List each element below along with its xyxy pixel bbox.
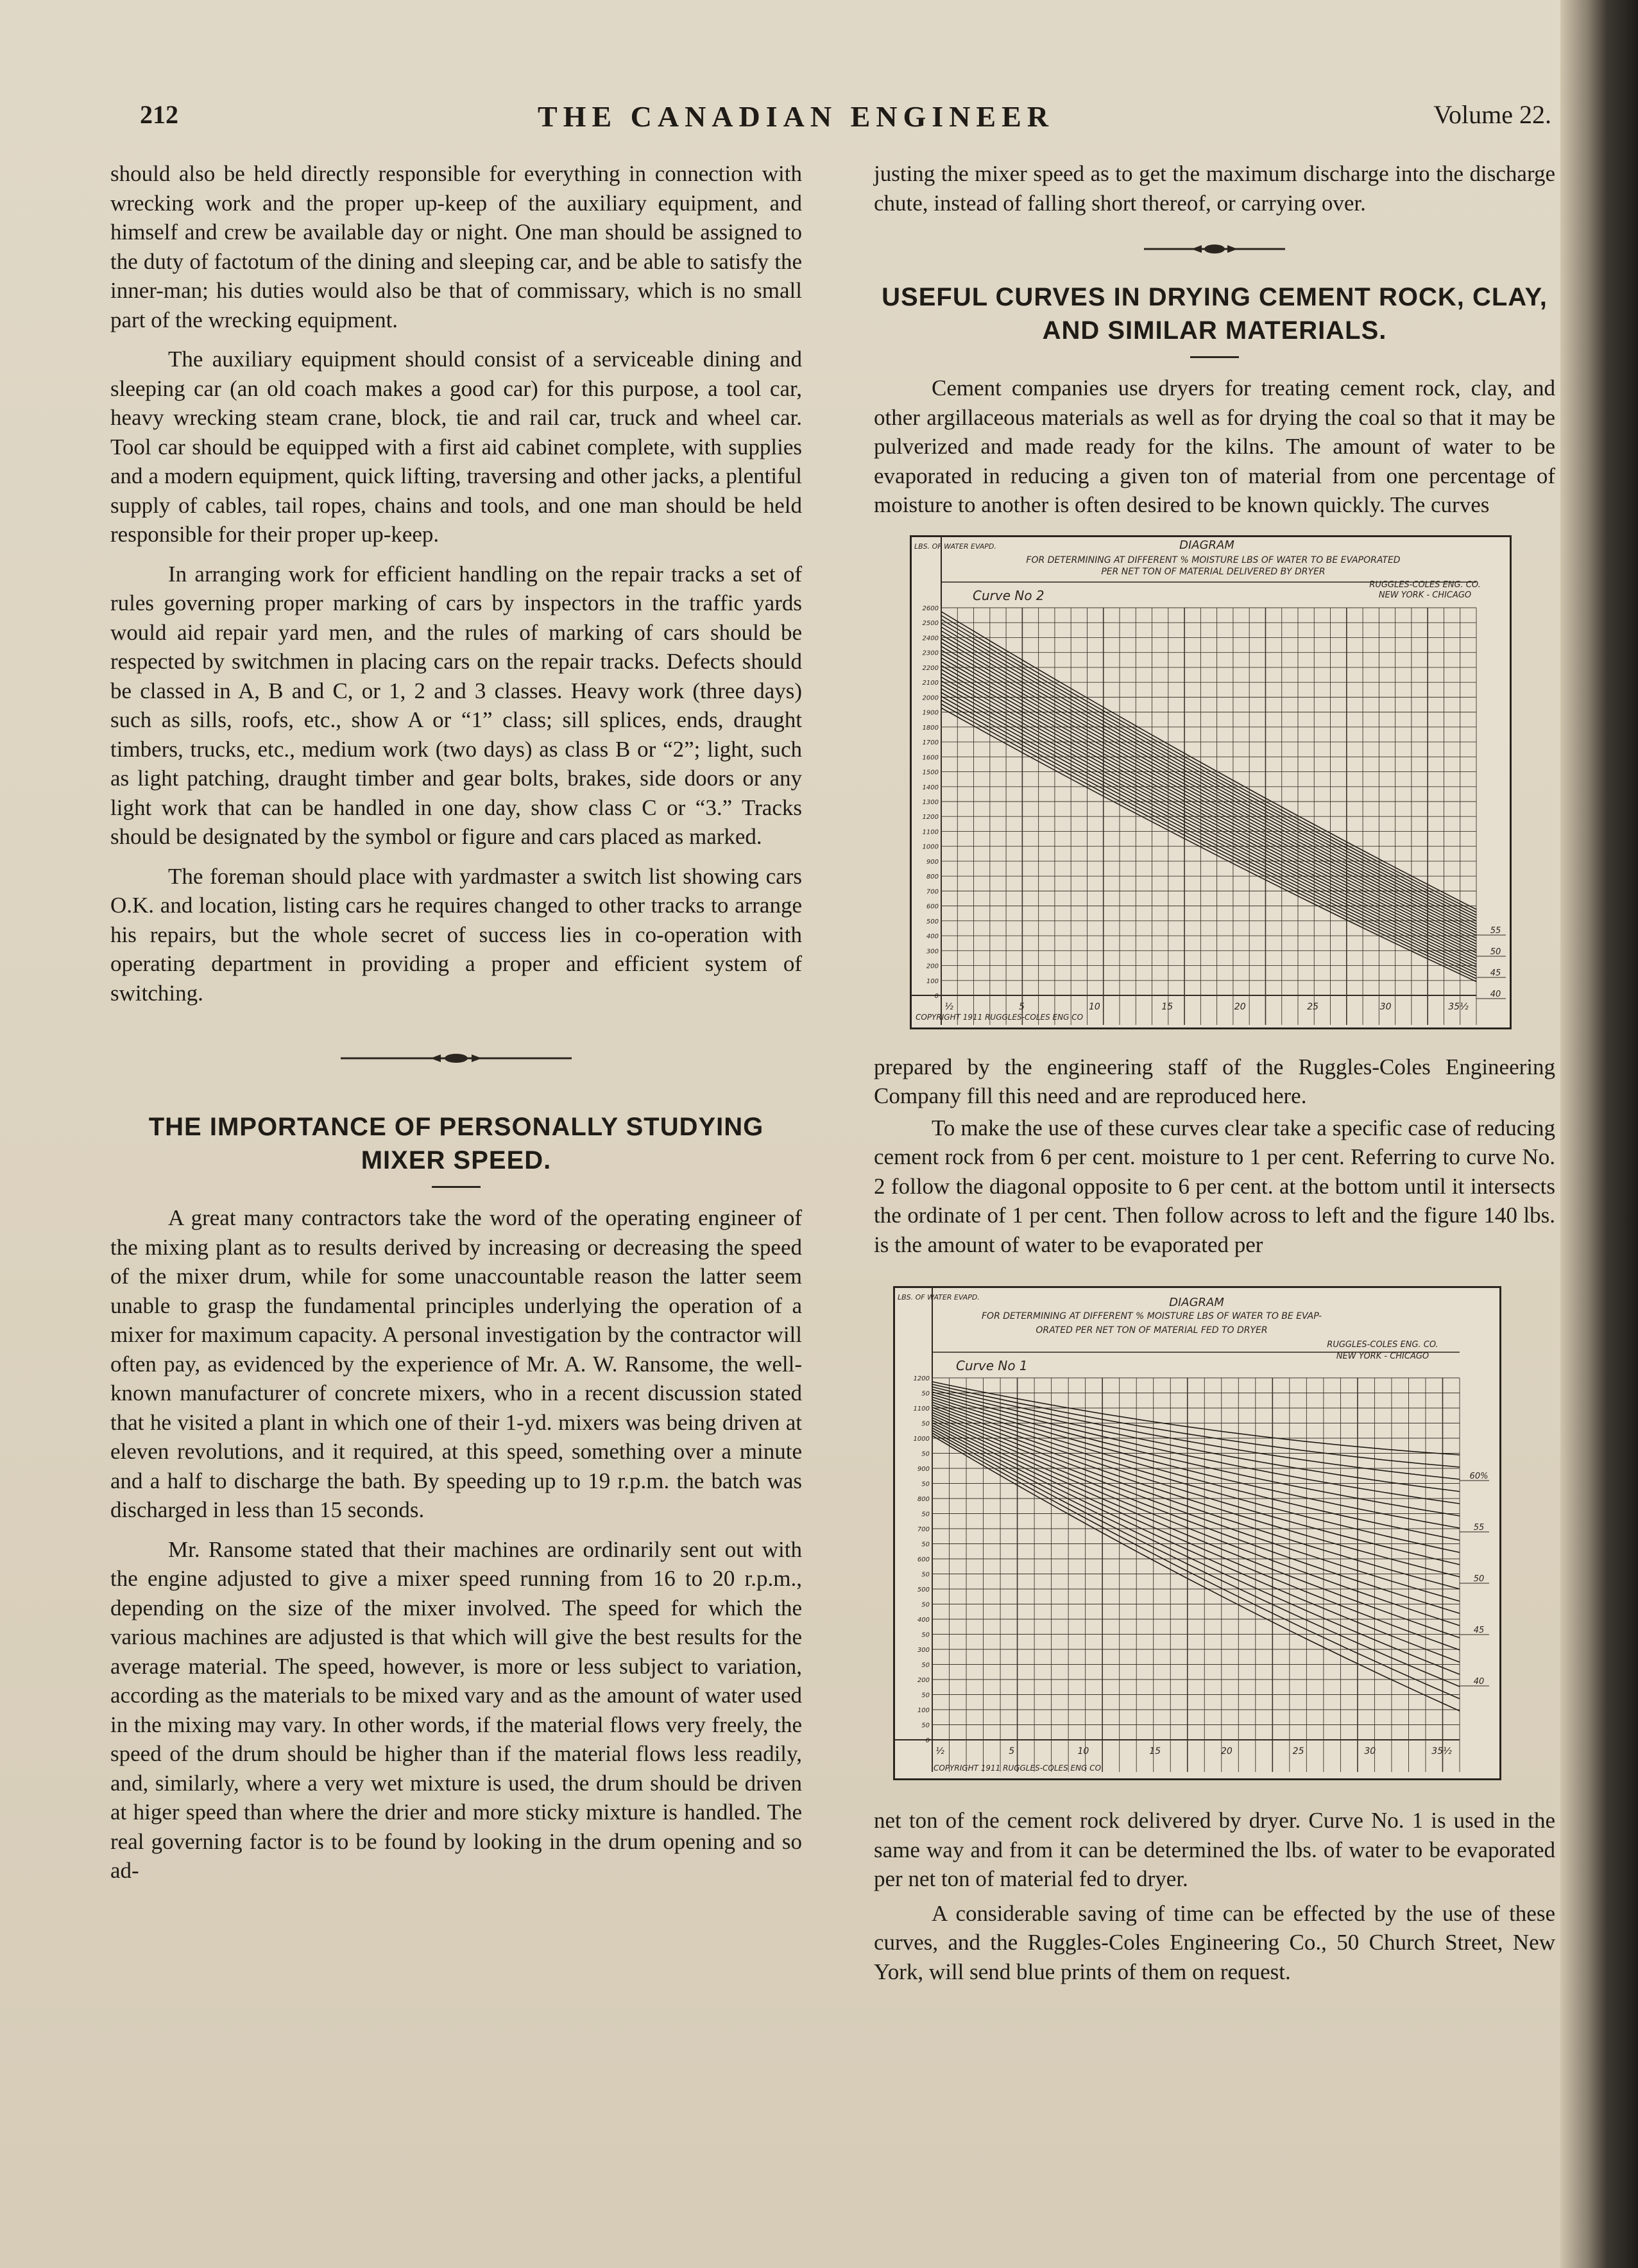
y-tick-label: 400: [917, 1617, 930, 1624]
y-tick-label: 50: [921, 1631, 930, 1639]
paragraph: Mr. Ransome stated that their machines are ordinarily sent out with the engine adjusted to give a mixer speed running from 16 to 20 r.p.m., depending on the size of the mixer involved. The speed for which the various machines are adjusted is that which will give the best results for the average material. The speed, however, is more or less subject to variation, according as the materials to be mixed vary and as the amount of water used in the mixing may vary. In other words, if the material flows very freely, the speed of the drum should be higher than if the material flows less readily, and, similarly, where a very wet mixture is used, the drum should be driven at higer speed than where the drier and more sticky mixture is handled. The real governing factor is to be found by looking in the drum opening and so ad-: [110, 1536, 802, 1883]
y-tick-label: 1300: [922, 798, 939, 806]
y-tick-label: 2200: [922, 664, 939, 672]
curve-percent-label: 50: [1473, 1574, 1485, 1584]
y-tick-label: 200: [917, 1677, 930, 1684]
moisture-curve: [932, 1436, 1460, 1711]
x-tick-label: 15: [1149, 1746, 1161, 1757]
paragraph: A great many contractors take the word of the operating engineer of the mixing plant as to results derived by increasing or decreasing the speed of the mixer drum, while for some unaccountable reason the latter seem unable to grasp the fundamental principles underlying the operation of a mixer for maximum capacity. A personal investigation by the contractor will often pay, as evidenced by the experience of Mr. A. W. Ransome, the well-known manufacturer of concrete mixers, who in a recent discussion stated that he visited a plant in which one of their 1-yd. mixers was being driven at eleven revolutions, and it required, at this speed, something over a minute and a half to discharge the bath. By speeding up to 19 r.p.m. the batch was discharged in less than 15 seconds.: [110, 1205, 802, 1522]
diagram-curve-2: [910, 535, 1512, 1029]
y-tick-label: 2400: [922, 634, 939, 642]
moisture-curve: [932, 1415, 1460, 1613]
article-title: THE IMPORTANCE OF PERSONALLY STUDYING MIXER SPEED.: [148, 1113, 764, 1174]
journal-title: THE CANADIAN ENGINEER: [538, 100, 1054, 133]
y-tick-label: 2500: [922, 619, 939, 627]
y-tick-label: 50: [921, 1481, 930, 1488]
y-tick-label: 900: [926, 858, 939, 866]
section-ornament: [110, 1049, 802, 1068]
y-tick-label: 100: [917, 1707, 930, 1714]
x-tick-label: 25: [1292, 1746, 1304, 1757]
y-tick-label: 100: [926, 977, 939, 985]
company-city: NEW YORK - CHICAGO: [1378, 590, 1472, 600]
y-tick-label: 600: [917, 1556, 930, 1563]
diagram-title: DIAGRAM: [1169, 1296, 1224, 1309]
y-tick-label: 200: [926, 963, 939, 970]
y-tick-label: 1600: [922, 753, 939, 761]
x-tick-label: 25: [1307, 1001, 1319, 1012]
y-tick-label: 1500: [922, 769, 939, 777]
paragraph: net ton of the cement rock delivered by dryer. Curve No. 1 is used in the same way and from it can be determined the lbs. of water to be evaporated per net ton of material fed to dryer.: [874, 1808, 1555, 1891]
paragraph: The foreman should place with yardmaster a switch list showing cars O.K. and location, listing cars he requires changed to other tracks to arrange his repairs, but the whole secret of success lies in co-operation with operating department in providing a proper and efficient system of switching.: [110, 863, 802, 1006]
y-tick-label: 50: [921, 1662, 930, 1669]
y-tick-label: 900: [917, 1466, 930, 1473]
x-tick-label: ½: [944, 1001, 953, 1012]
moisture-curve: [941, 612, 1476, 909]
paragraph: A considerable saving of time can be effected by the use of these curves, and the Ruggles-Coles Engineering Co., 50 Church Street, New York, will send blue prints of them on request.: [874, 1900, 1555, 1984]
curve-percent-label: 55: [1490, 925, 1501, 936]
page-number: 212: [140, 100, 178, 129]
moisture-curve: [932, 1395, 1460, 1516]
x-tick-label: 20: [1220, 1746, 1233, 1757]
x-tick-label: 5: [1018, 1001, 1025, 1012]
y-tick-label: 1800: [922, 724, 939, 732]
diagram-svg: [912, 537, 1510, 1027]
curve-percent-label: 40: [1490, 989, 1501, 999]
moisture-curve: [932, 1433, 1460, 1699]
copyright-notice: COPYRIGHT 1911 RUGGLES-COLES ENG CO: [934, 1764, 1102, 1773]
x-tick-label: 30: [1364, 1746, 1376, 1757]
x-tick-label: 35½: [1448, 1001, 1469, 1012]
y-tick-label: 1400: [922, 784, 939, 791]
y-tick-label: 50: [921, 1511, 930, 1518]
y-tick-label: 50: [921, 1390, 930, 1398]
curve-percent-label: 45: [1490, 968, 1501, 978]
y-tick-label: 400: [926, 932, 939, 940]
x-tick-label: 35½: [1431, 1746, 1452, 1757]
paragraph: prepared by the engineering staff of the Ruggles-Coles Engineering Company fill this need and are reproduced here.: [874, 1054, 1555, 1108]
y-tick-label: 300: [917, 1647, 930, 1654]
right-column: [874, 159, 1555, 1986]
moisture-curve: [932, 1423, 1460, 1650]
x-tick-label: 10: [1088, 1001, 1100, 1012]
diagram-curve-1: [893, 1286, 1501, 1780]
diagram-subtitle: FOR DETERMINING AT DIFFERENT % MOISTURE LBS OF WATER TO BE EVAPORATED: [1026, 554, 1401, 565]
y-tick-label: 50: [921, 1601, 930, 1609]
diagram-subtitle: FOR DETERMINING AT DIFFERENT % MOISTURE LBS OF WATER TO BE EVAP-: [982, 1311, 1322, 1321]
y-tick-label: 50: [921, 1541, 930, 1549]
axis-label: LBS. OF WATER EVAPD.: [914, 542, 996, 551]
curve-percent-label: 45: [1473, 1626, 1485, 1635]
curve-percent-label: 50: [1490, 947, 1501, 957]
y-tick-label: 50: [921, 1722, 930, 1730]
y-tick-label: 50: [921, 1692, 930, 1699]
curve-label: Curve No 2: [973, 587, 1045, 603]
moisture-curve: [932, 1430, 1460, 1687]
y-tick-label: 700: [917, 1526, 930, 1533]
diagram-subtitle: PER NET TON OF MATERIAL DELIVERED BY DRYER: [1101, 566, 1326, 577]
volume-number: Volume 22.: [1433, 100, 1551, 129]
y-tick-label: 500: [917, 1586, 930, 1594]
paragraph: To make the use of these curves clear take a specific case of reducing cement rock from 6 per cent. moisture to 1 per cent. Referring to curve No. 2 follow the diagonal opposite to 6 per cent. at the bottom until it intersects the ordinate of 1 per cent. Then follow across to left and the figure 140 lbs. is the amount of water to be evaporated per: [874, 1115, 1555, 1257]
y-tick-label: 2300: [922, 649, 939, 657]
paragraph: In arranging work for efficient handling on the repair tracks a set of rules governing proper marking of cars by inspectors in the traffic yards would aid repair yard men, and the rules of marking of cars should be respected by switchmen in placing cars on the repair tracks. Defects should be classed in A, B and C, or 1, 2 and 3 classes. Heavy work (three days) such as sills, roofs, etc., show A or “1” class; sill splices, ends, draught timbers, trucks, etc., medium work (two days) as class B or “2”; light, such as light patching, draught timber and gear bolts, brakes, side doors or any light work that can be handled in one day, show class C or “3.” Tracks should be designated by the symbol or figure and cars placed as marked.: [110, 561, 802, 849]
x-tick-label: 20: [1234, 1001, 1246, 1012]
diagram-title: DIAGRAM: [1179, 538, 1234, 552]
y-tick-label: 50: [921, 1420, 930, 1428]
y-tick-label: 800: [926, 873, 939, 881]
title-rule: [1190, 356, 1239, 358]
y-tick-label: 1000: [913, 1436, 930, 1443]
y-tick-label: 0: [925, 1737, 930, 1744]
left-column: [110, 159, 802, 1886]
diagram-svg: [895, 1288, 1499, 1778]
copyright-notice: COPYRIGHT 1911 RUGGLES-COLES ENG CO: [916, 1012, 1084, 1022]
curve-percent-label: 60%: [1469, 1472, 1489, 1481]
running-head: [140, 99, 1551, 144]
y-tick-label: 1200: [922, 813, 939, 821]
y-tick-label: 50: [921, 1450, 930, 1458]
curve-percent-label: 55: [1473, 1523, 1485, 1533]
y-tick-label: 300: [926, 947, 939, 955]
y-tick-label: 700: [926, 888, 939, 895]
x-tick-label: 15: [1161, 1001, 1173, 1012]
page-edge-shadow: [1560, 0, 1638, 2268]
article-title: USEFUL CURVES IN DRYING CEMENT ROCK, CLAY, AND SIMILAR MATERIALS.: [882, 283, 1548, 345]
moisture-curve: [932, 1420, 1460, 1638]
curve-label: Curve No 1: [956, 1358, 1028, 1373]
y-tick-label: 1100: [922, 828, 939, 836]
moisture-curve: [932, 1397, 1460, 1528]
paragraph: should also be held directly responsible for everything in connection with wrecking work and the proper up-keep of the auxiliary equipment, and himself and crew be available day or night. One man should be assigned to the duty of factotum of the dining and sleeping car, and be able to satisfy the inner-man; his duties would also be that of commissary, which is no small part of the wrecking equipment.: [110, 161, 802, 332]
diagram-subtitle: ORATED PER NET TON OF MATERIAL FED TO DRYER: [1036, 1325, 1268, 1336]
company-name: RUGGLES-COLES ENG. CO.: [1327, 1340, 1438, 1350]
company-name: RUGGLES-COLES ENG. CO.: [1369, 580, 1481, 590]
y-tick-label: 1100: [913, 1405, 930, 1413]
paragraph: justing the mixer speed as to get the maximum discharge into the discharge chute, instead of falling short thereof, or carrying over.: [874, 161, 1555, 216]
curve-percent-label: 40: [1473, 1677, 1485, 1687]
axis-label: LBS. OF WATER EVAPD.: [898, 1293, 980, 1302]
y-tick-label: 2100: [922, 679, 939, 687]
company-city: NEW YORK - CHICAGO: [1336, 1352, 1429, 1361]
y-tick-label: 500: [926, 918, 939, 925]
y-tick-label: 2000: [922, 694, 939, 701]
x-tick-label: ½: [935, 1746, 944, 1757]
paragraph: Cement companies use dryers for treating cement rock, clay, and other argillaceous materials as well as for drying the coal so that it may be pulverized and made ready for the kilns. The amount of water to be evaporated in reducing a given ton of material from one percentage of moisture to another is often desired to be known quickly. The curves: [874, 375, 1555, 517]
y-tick-label: 2600: [922, 605, 939, 612]
moisture-curve: [932, 1413, 1460, 1601]
y-tick-label: 800: [917, 1496, 930, 1503]
moisture-curve: [932, 1410, 1460, 1589]
y-tick-label: 1000: [922, 843, 939, 851]
moisture-curve: [932, 1389, 1460, 1491]
x-tick-label: 5: [1009, 1746, 1015, 1757]
y-tick-label: 1700: [922, 739, 939, 746]
moisture-curve: [932, 1405, 1460, 1565]
title-rule: [432, 1186, 481, 1188]
y-tick-label: 600: [926, 903, 939, 911]
x-tick-label: 30: [1379, 1001, 1392, 1012]
y-tick-label: 50: [921, 1571, 930, 1579]
y-tick-label: 1200: [913, 1375, 930, 1382]
x-tick-label: 10: [1077, 1746, 1089, 1757]
section-ornament: [874, 239, 1555, 259]
y-tick-label: 0: [934, 992, 939, 1000]
y-tick-label: 1900: [922, 709, 939, 717]
paragraph: The auxiliary equipment should consist of a serviceable dining and sleeping car (an old coach makes a good car) for this purpose, a tool car, heavy wrecking steam crane, block, tie and rail car, truck and wheel car. Tool car should be equipped with a first aid cabinet complete, with supplies and a modern equipment, quick lifting, traversing and other jacks, a plentiful supply of cables, tail ropes, chains and tools, and one man should be held responsible for their proper up-keep.: [110, 347, 802, 547]
